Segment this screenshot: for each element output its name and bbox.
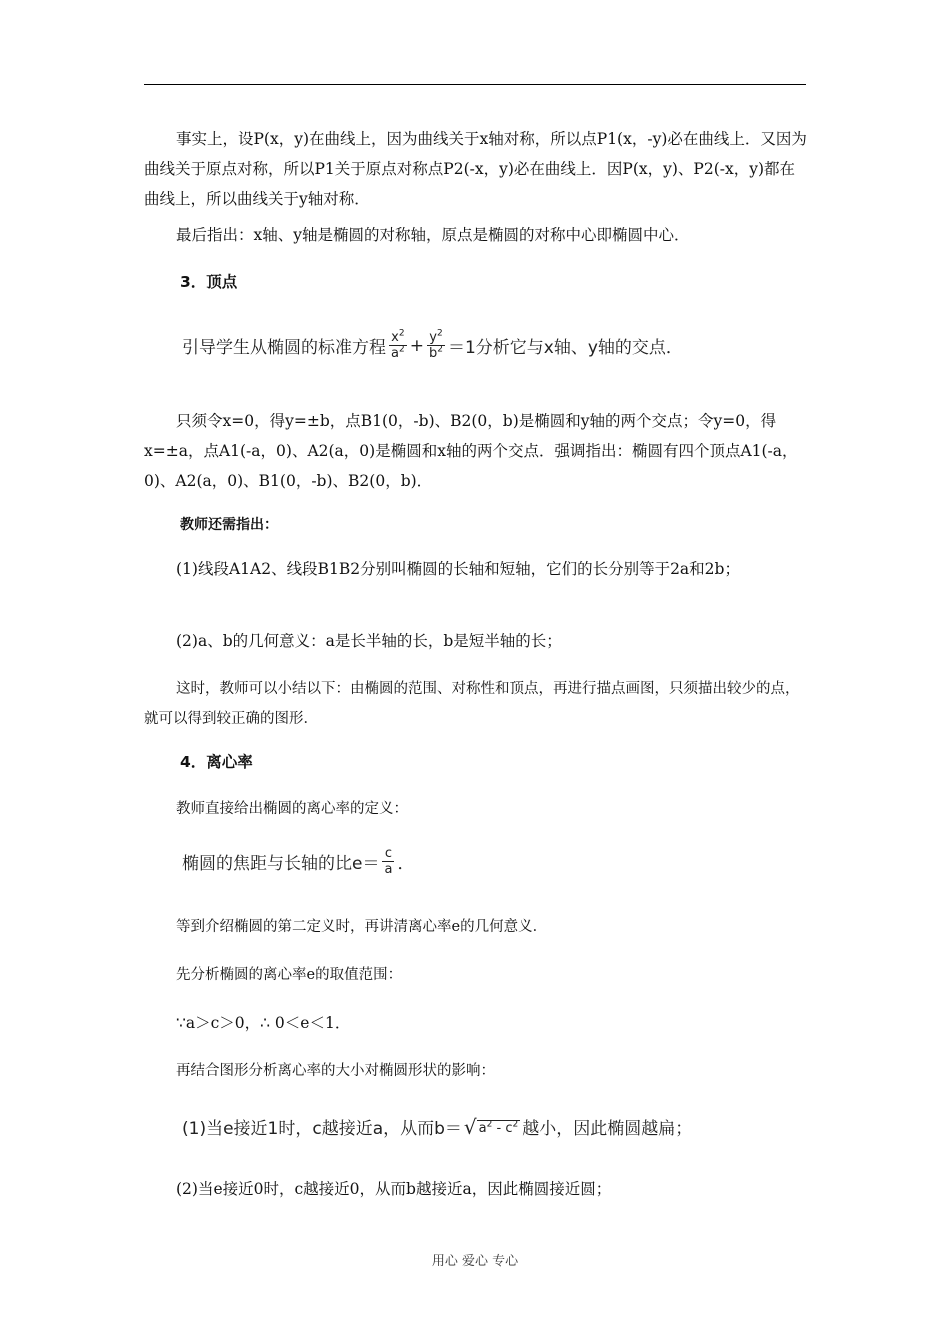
exponent: 2 bbox=[486, 1119, 493, 1130]
ecc-intro: 教师直接给出椭圆的离心率的定义： bbox=[176, 801, 408, 817]
radicand-a: a bbox=[478, 1120, 487, 1136]
header-rule bbox=[144, 84, 806, 85]
fraction-numerator-c: c bbox=[384, 846, 393, 861]
heading-teacher-note: 教师还需指出： bbox=[180, 517, 278, 533]
equals-one: ＝1 bbox=[447, 338, 476, 358]
ecc-case-1-prefix: (1)当e接近1时，c越接近a，从而b＝ bbox=[182, 1119, 462, 1139]
fraction-y2-over-b2 bbox=[427, 330, 445, 361]
vertices-formula-prefix: 引导学生从椭圆的标准方程 bbox=[182, 338, 386, 358]
symmetry-proof-paragraph: 事实上，设P(x，y)在曲线上，因为曲线关于x轴对称，所以点P1(x，-y)必在曲线上．又因为曲线关于原点对称，所以P1关于原点对称点P2(-x，y)必在曲线上．因P(x，y)、P2(-x，y)都在曲线上，所以曲线关于y轴对称． bbox=[144, 130, 807, 208]
ecc-shape-intro: 再结合图形分析离心率的大小对椭圆形状的影响： bbox=[176, 1063, 495, 1079]
exponent: 2 bbox=[437, 344, 443, 355]
ecc-case-1-suffix: 越小，因此椭圆越扁； bbox=[522, 1119, 693, 1139]
summary-paragraph: 这时，教师可以小结以下：由椭圆的范围、对称性和顶点，再进行描点画图，只须描出较少的点，就可以得到较正确的图形． bbox=[144, 681, 800, 727]
fraction-numerator-y: y bbox=[429, 330, 437, 345]
teacher-point-1: (1)线段A1A2、线段B1B2分别叫椭圆的长轴和短轴，它们的长分别等于2a和2b； bbox=[176, 560, 740, 578]
ecc-later: 等到介绍椭圆的第二定义时，再讲清离心率e的几何意义． bbox=[176, 919, 548, 935]
fraction-denominator-a: a bbox=[384, 862, 393, 877]
ecc-range: ∵a＞c＞0，∴ 0＜e＜1． bbox=[176, 1014, 351, 1032]
vertices-formula-line bbox=[182, 330, 683, 361]
exponent: 2 bbox=[436, 328, 443, 339]
heading-vertices: 3．顶点 bbox=[180, 273, 238, 291]
exponent: 2 bbox=[398, 328, 405, 339]
fraction-numerator-x: x bbox=[391, 330, 399, 345]
page-footer: 用心 爱心 专心 bbox=[431, 1254, 519, 1269]
teacher-point-2: (2)a、b的几何意义：a是长半轴的长，b是短半轴的长； bbox=[176, 632, 562, 650]
fraction-x2-over-a2 bbox=[389, 330, 407, 361]
heading-eccentricity: 4．离心率 bbox=[180, 753, 253, 771]
radical-sign: √ bbox=[463, 1114, 477, 1139]
fraction-denominator-b: b bbox=[428, 346, 438, 361]
exponent: 2 bbox=[512, 1119, 519, 1130]
final-note-paragraph: 最后指出：x轴、y轴是椭圆的对称轴，原点是椭圆的对称中心即椭圆中心． bbox=[176, 226, 690, 244]
ecc-range-intro: 先分析椭圆的离心率e的取值范围： bbox=[176, 967, 403, 983]
sqrt-a2-minus-c2 bbox=[463, 1114, 520, 1139]
ecc-case-1-line bbox=[182, 1114, 692, 1139]
ecc-formula-line bbox=[182, 846, 414, 877]
ecc-formula-prefix: 椭圆的焦距与长轴的比e＝ bbox=[182, 854, 380, 874]
fraction-denominator-a: a bbox=[391, 346, 399, 361]
fraction-c-over-a bbox=[382, 846, 394, 877]
ecc-case-2: (2)当e接近0时，c越接近0，从而b越接近a，因此椭圆接近圆； bbox=[176, 1180, 612, 1198]
vertices-formula-suffix: 分析它与x轴、y轴的交点． bbox=[475, 338, 683, 358]
vertices-calc-paragraph: 只须令x=0，得y=±b，点B1(0，-b)、B2(0，b)是椭圆和y轴的两个交点；令y=0，得x=±a，点A1(-a，0)、A2(a，0)是椭圆和x轴的两个交点．强调指出：椭圆有四个顶点A1(-a，0)、A2(a，0)、B1(0，-b)、B2(0，b)． bbox=[144, 412, 798, 490]
plus-sign: + bbox=[409, 335, 424, 356]
radicand-minus-c: - c bbox=[492, 1120, 513, 1136]
ecc-formula-suffix: ． bbox=[397, 854, 415, 874]
exponent: 2 bbox=[398, 344, 405, 355]
